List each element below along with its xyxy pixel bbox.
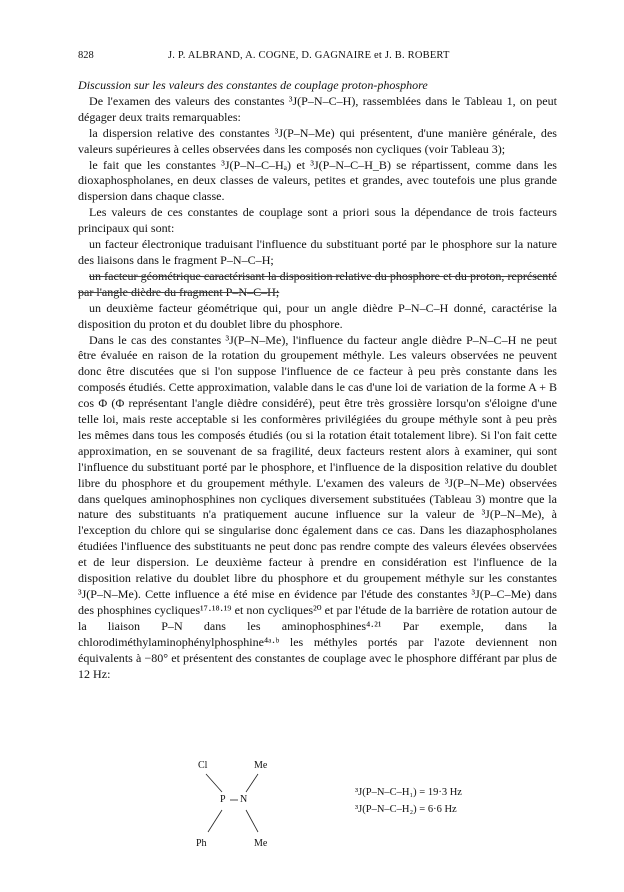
atom-label: Me: [254, 760, 268, 771]
paragraph: De l'examen des valeurs des constantes ³J(P–N–C–H), rassemblées dans le Tableau 1, on peut dégager deux traits remarquables:: [78, 93, 557, 124]
equation: ³J(P–N–C–H₁) = 19·3 Hz: [355, 787, 462, 798]
paragraph: la dispersion relative des constantes ³J(P–N–Me) qui présentent, d'une manière générale, des valeurs supérieures à celles observées dans les composés non cycliques (voir Tableau 3);: [78, 125, 557, 156]
bond-lines: [196, 760, 296, 870]
paragraph: un deuxième facteur géométrique qui, pour un angle dièdre P–N–C–H donné, caractérise la disposition du proton et du doublet libre du phosphore.: [78, 300, 557, 331]
coupling-constants: [355, 784, 462, 818]
atom-label: Me: [254, 838, 268, 849]
atom-label: N: [240, 794, 248, 805]
atom-label: P: [220, 794, 226, 805]
page-number: 828: [78, 50, 94, 61]
atom-label: Ph: [196, 838, 207, 849]
paragraph: un facteur électronique traduisant l'influence du substituant porté par le phosphore sur la nature des liaisons dans le fragment P–N–C–H;: [78, 237, 557, 267]
equation: ³J(P–N–C–H₂) = 6·6 Hz: [355, 804, 457, 815]
section-title: Discussion sur les valeurs des constantes de couplage proton-phosphore: [78, 78, 428, 92]
paragraph-struck: un facteur géométrique caractérisant la disposition relative du phosphore et du proton, représenté par l'angle dièdre du fragment P–N–C–H;: [78, 268, 557, 299]
running-authors: J. P. ALBRAND, A. COGNE, D. GAGNAIRE et J. B. ROBERT: [168, 50, 450, 61]
atom-label: Cl: [198, 760, 208, 771]
paragraph: Dans le cas des constantes ³J(P–N–Me), l'influence du facteur angle dièdre P–N–C–H ne peut être évaluée en raison de la rotation du groupement méthyle. Les valeurs observées ne peuvent donc être discutées que si l'on suppose l'influence de ce facteur à peu près constante dans les composés étudiés. Cette approximation, valable dans le cas d'une loi de variation de la forme A + B cos Φ (Φ représentant l'angle dièdre considéré), peut être très grossière lorsqu'on s'éloigne d'une telle loi, mais reste acceptable si les conformères privilégiées du groupe méthyle sont à peu près les mêmes dans tous les composés étudiés (ou si la rotation était totalement libre). Si l'on fait cette approximation, en se souvenant de sa fragilité, deux facteurs restent alors à examiner, qui sont l'influence du substituant porté par le phosphore, et l'influence de la disposition relative du doublet libre du phosphore et du groupement méthyle. L'examen des valeurs de ³J(P–N–Me) observées dans quelques aminophosphines non cycliques diversement substituées (Tableau 3) montre que la nature des substituants n'a pratiquement aucune influence sur la valeur de ³J(P–N–Me), à l'exception du chlore qui se singularise donc également dans ce cas. Dans les diazaphospholanes étudiées l'influence des substituants ne peut donc pas rendre compte des valeurs élevées observées et de leur dispersion. Le deuxième facteur à prendre en considération est l'influence de la disposition relative du doublet libre du phosphore et du groupement méthyle sur les constantes ³J(P–N–Me). Cette influence a été mise en évidence par l'étude des constantes ³J(P–C–Me) dans des phosphines cycliques¹⁷·¹⁸·¹⁹ et non cycliques²⁰ et par l'étude de la barrière de rotation autour de la liaison P–N dans les aminophosphines⁴·²¹ Par exemple, dans la chlorodiméthylaminophénylphosphine⁴ᵃ·ᵇ les méthyles portés par l'azote deviennent non équivalents à −80° et présentent des constantes de couplage avec le phosphore différant par plus de 12 Hz:: [78, 332, 557, 681]
chemical-structure: [196, 760, 296, 880]
paragraph: Les valeurs de ces constantes de couplage sont a priori sous la dépendance de trois facteurs principaux qui sont:: [78, 205, 557, 236]
paragraph: le fait que les constantes ³J(P–N–C–Hₐ) et ³J(P–N–C–H_B) se répartissent, comme dans les dioxaphospholanes, en deux classes de valeurs, petites et grandes, avec toutefois une plus grande dispersion dans chaque classe.: [78, 157, 557, 204]
article-body: [78, 78, 557, 682]
